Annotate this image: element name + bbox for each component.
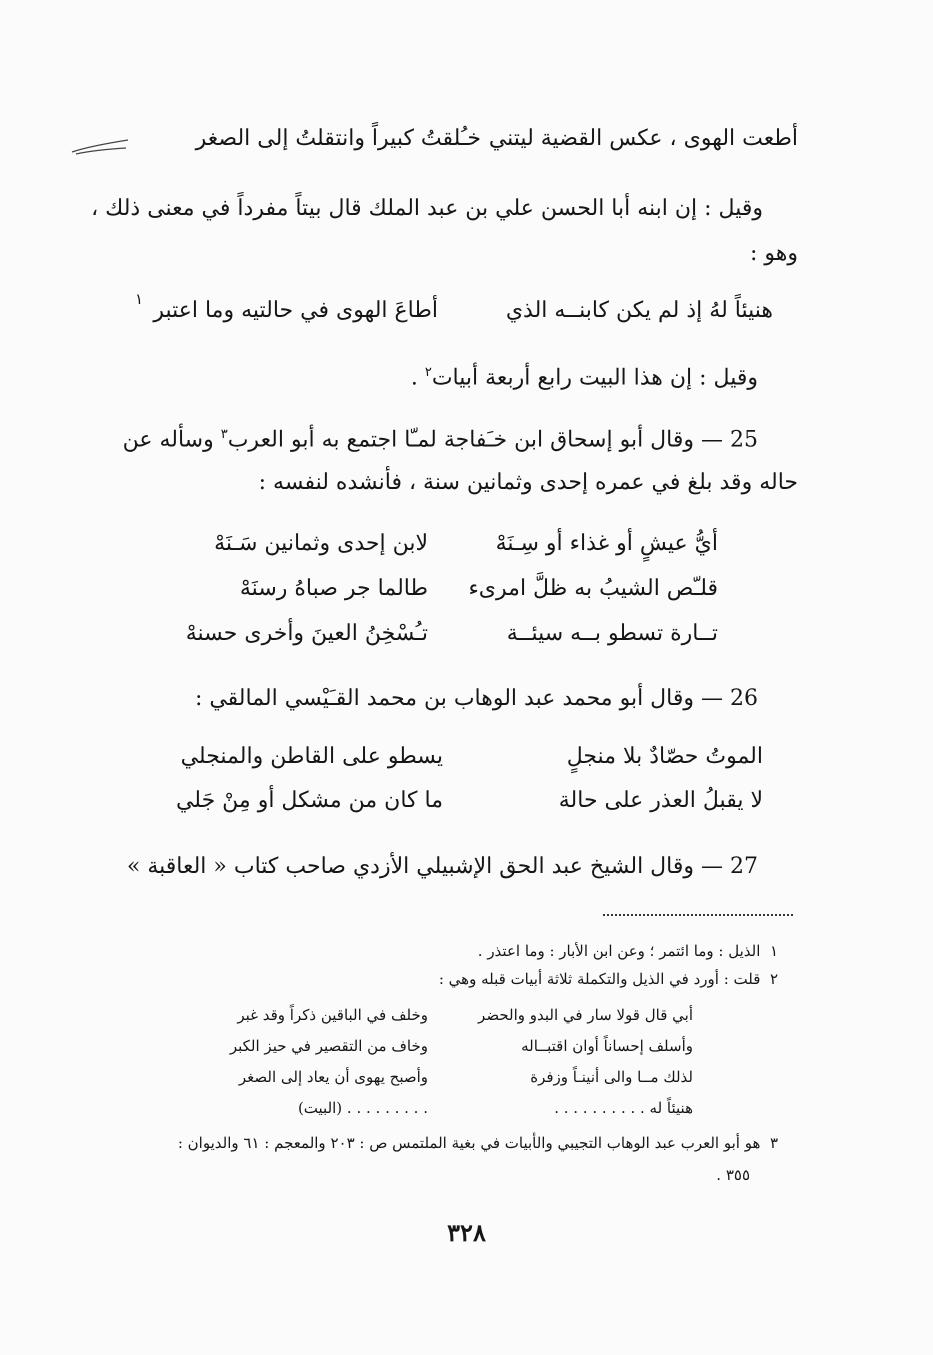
item-25-number: 25 [730,427,758,453]
footnote-1: ١ الذيل : وما ائتمر ؛ وعن ابن الأبار : وما اعتذر . [477,942,778,960]
fn2-verse3-right: لذلك مــا والى أنينـاً وزفرة [530,1068,693,1086]
poem25-verse1-right: أيُّ عيشٍ أو غذاء أو سِـنَهْ [495,531,718,556]
item-26-line: 26 — وقال أبو محمد عبد الوهاب بن محمد القـَيْسي المالقي : [194,686,758,711]
fn2-verse1-right: أبي قال قولا سار في البدو والحضر [478,1006,693,1024]
footnote-2: ٢ قلت : أورد في الذيل والتكملة ثلاثة أبيات قبله وهي : [438,970,778,988]
footnote-marker-3: ٣ [220,427,228,442]
poem26-verse2-right: لا يقبلُ العذر على حالة [558,788,763,813]
footnote-marker-2: ٢ [424,365,432,380]
item-27-number: 27 [730,854,758,879]
poem26-verse2-left: ما كان من مشكل أو مِنْ جَلي [175,788,443,813]
footnote-3-cont: ٣٥٥ . [716,1166,750,1184]
paragraph-1-cont: وهو : [750,241,798,266]
fn2-verse4-right: هنيئاً له . . . . . . . . . . [554,1099,693,1117]
poem26-verse1-right: الموتُ حصّادٌ بلا منجلٍ [566,744,763,769]
fn2-verse1-left: وخلف في الباقين ذكراً وقد غبر [237,1006,428,1024]
item-25-line2: حاله وقد بلغ في عمره إحدى وثمانين سنة ، فأنشده لنفسه : [258,470,798,495]
paragraph-1: وقيل : إن ابنه أبا الحسن علي بن عبد الملك قال بيتاً مفرداً في معنى ذلك ، [91,196,763,221]
poem25-verse3-left: تـُسْخِنُ العينَ وأخرى حسنهْ [185,621,428,646]
footnote-marker-1: ١ [134,290,143,308]
verse1-left: أطاعَ الهوى في حالتيه وما اعتبر [153,298,438,323]
item-26-number: 26 [730,686,758,711]
item-27-line: 27 — وقال الشيخ عبد الحق الإشبيلي الأزدي صاحب كتاب « العاقبة » [126,854,758,879]
page-number: ٣٢٨ [447,1218,486,1247]
fn2-verse3-left: وأصبح يهوى أن يعاد إلى الصغر [238,1068,428,1086]
paragraph-2: وقيل : إن هذا البيت رابع أربعة أبيات$^٢$ . [410,365,758,391]
margin-pen-mark [70,136,130,156]
poem26-verse1-left: يسطو على القاطن والمنجلي [180,744,443,769]
verse1-right: هنيئاً لهُ إذ لم يكن كابنــه الذي [505,298,773,323]
verse-line1-left: خـُلقتُ كبيراً وانتقلتُ إلى الصغر [195,126,481,151]
poem25-verse2-left: طالما جر صباهُ رسنَهْ [239,576,428,601]
poem25-verse2-right: قلـّص الشيبُ به ظلَّ امرىء [468,576,718,601]
poem25-verse1-left: لابن إحدى وثمانين سَـنَهْ [214,531,428,556]
item-25-line1: 25 — وقال أبو إسحاق ابن خـَفاجة لمـّا اجتمع به أبو العرب$^٣$ وسأله عن [122,427,758,453]
fn2-verse4-left: . . . . . . . . . (البيت) [297,1099,428,1117]
footnote-3: ٣ هو أبو العرب عبد الوهاب التجيبي والأبيات في بغية الملتمس ص : ٢٠٣ والمعجم : ٦١ والديوان : [177,1134,778,1152]
fn2-verse2-left: وخاف من التقصير في حيز الكبر [229,1037,428,1055]
fn2-verse2-right: وأسلف إحساناً أوان اقتبــاله [521,1037,693,1055]
verse-line1-right: أطعت الهوى ، عكس القضية ليتني [488,126,798,151]
footnote-separator [603,914,793,916]
poem25-verse3-right: تــارة تسطو بــه سيئــة [506,621,718,646]
